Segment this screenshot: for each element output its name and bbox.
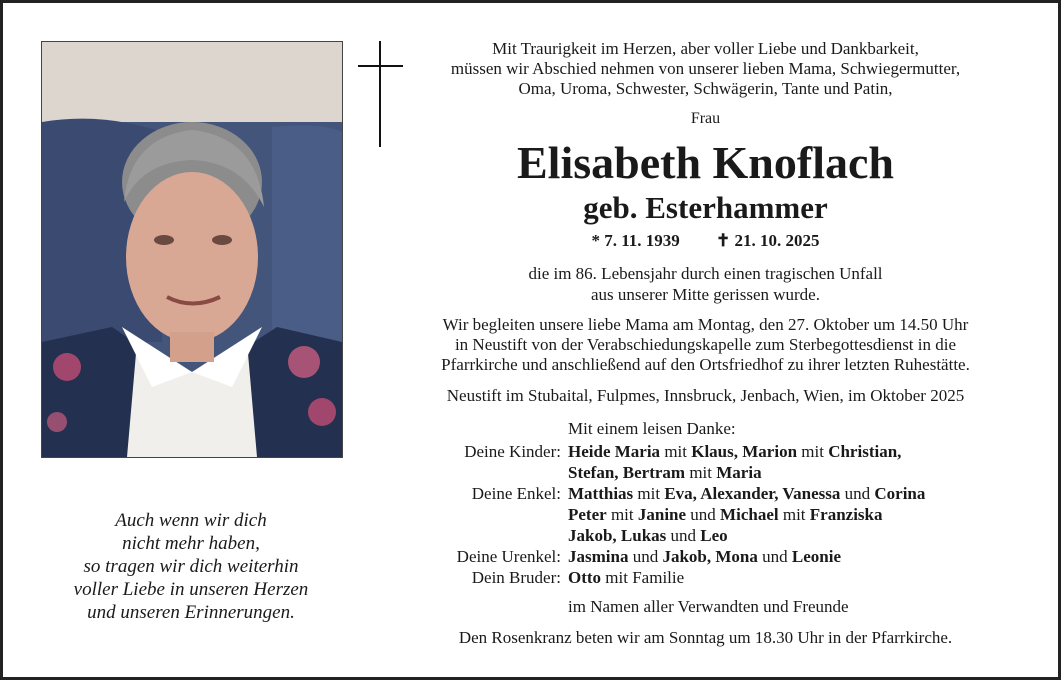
intro-text bbox=[408, 39, 1003, 99]
family-list bbox=[403, 441, 1008, 588]
poem-line: so tragen wir dich weiterhin bbox=[83, 556, 299, 577]
life-dates bbox=[408, 231, 1003, 251]
cause-text bbox=[408, 263, 1003, 305]
family-member-line bbox=[568, 504, 1008, 525]
family-connector: mit bbox=[778, 505, 810, 524]
closing-line: im Namen aller Verwandten und Freunde bbox=[568, 597, 849, 616]
family-members bbox=[568, 546, 1008, 567]
family-member-name: Corina bbox=[874, 484, 926, 503]
poem-line: voller Liebe in unseren Herzen bbox=[73, 579, 309, 600]
family-member-line bbox=[568, 462, 1008, 483]
family-member-name: Heide Maria bbox=[568, 442, 661, 461]
family-connector: mit bbox=[633, 484, 665, 503]
family-connector: mit bbox=[660, 442, 692, 461]
family-connector: mit bbox=[606, 505, 638, 524]
poem-line: und unseren Erinnerungen. bbox=[87, 602, 295, 623]
family-connector: mit Familie bbox=[601, 568, 685, 587]
deceased-name: Elisabeth Knoflach bbox=[516, 137, 894, 188]
family-member-name: Leo bbox=[700, 526, 728, 545]
intro-line: müssen wir Abschied nehmen von unserer lieben Mama, Schwiegermutter, bbox=[450, 59, 961, 78]
family-member-line bbox=[568, 441, 1008, 462]
salutation: Frau bbox=[690, 110, 721, 127]
place-date: Neustift im Stubaital, Fulpmes, Innsbruck, Jenbach, Wien, im Oktober 2025 bbox=[446, 386, 965, 405]
thanks-line: Mit einem leisen Danke: bbox=[568, 419, 736, 438]
death-date: ✝ 21. 10. 2025 bbox=[716, 231, 820, 250]
cause-line: aus unserer Mitte gerissen wurde. bbox=[591, 285, 820, 304]
family-member-name: Otto bbox=[568, 568, 602, 587]
rosary-notice: Den Rosenkranz beten wir am Sonntag um 18.30 Uhr in der Pfarrkirche. bbox=[458, 628, 953, 647]
family-group-children bbox=[403, 441, 1008, 483]
poem-line: Auch wenn wir dich bbox=[115, 510, 267, 531]
family-connector: und bbox=[628, 547, 663, 566]
service-line: in Neustift von der Verabschiedungskapelle zum Sterbegottesdienst in die bbox=[454, 335, 957, 354]
family-connector: und bbox=[686, 505, 721, 524]
family-member-name: Matthias bbox=[568, 484, 634, 503]
cross-symbol bbox=[355, 41, 405, 147]
family-member-name: Leonie bbox=[791, 547, 841, 566]
family-label: Deine Kinder: bbox=[464, 442, 561, 461]
family-member-line bbox=[568, 483, 1008, 504]
family-member-name: Peter bbox=[568, 505, 607, 524]
family-member-name: Klaus, Marion bbox=[691, 442, 798, 461]
family-label: Deine Urenkel: bbox=[456, 547, 561, 566]
family-members bbox=[568, 483, 1008, 546]
family-group-great-grandchildren bbox=[403, 546, 1008, 567]
family-connector: und bbox=[840, 484, 875, 503]
memorial-poem bbox=[41, 509, 341, 624]
family-member-name: Janine bbox=[637, 505, 687, 524]
family-connector: mit bbox=[797, 442, 829, 461]
birth-date: * 7. 11. 1939 bbox=[591, 231, 680, 250]
intro-line: Mit Traurigkeit im Herzen, aber voller Liebe und Dankbarkeit, bbox=[492, 39, 919, 58]
family-members bbox=[568, 567, 1008, 588]
family-group-grandchildren bbox=[403, 483, 1008, 546]
family-member-name: Franziska bbox=[809, 505, 883, 524]
intro-line: Oma, Uroma, Schwester, Schwägerin, Tante und Patin, bbox=[518, 79, 893, 98]
family-member-line bbox=[568, 525, 1008, 546]
birth-name: geb. Esterhammer bbox=[583, 190, 828, 225]
portrait-illustration bbox=[42, 42, 342, 457]
poem-line: nicht mehr haben, bbox=[122, 533, 260, 554]
family-member-line bbox=[568, 546, 1008, 567]
family-member-name: Maria bbox=[716, 463, 762, 482]
cause-line: die im 86. Lebensjahr durch einen tragischen Unfall bbox=[528, 264, 883, 283]
family-member-line bbox=[568, 567, 1008, 588]
family-connector: und bbox=[666, 526, 701, 545]
family-member-name: Jakob, Mona bbox=[662, 547, 758, 566]
family-connector: mit bbox=[685, 463, 717, 482]
family-member-name: Eva, Alexander, Vanessa bbox=[664, 484, 841, 503]
family-connector: und bbox=[757, 547, 792, 566]
family-member-name: Christian, bbox=[828, 442, 902, 461]
family-label: Dein Bruder: bbox=[471, 568, 561, 587]
service-line: Pfarrkirche und anschließend auf den Ortsfriedhof zu ihrer letzten Ruhestätte. bbox=[441, 355, 970, 374]
portrait-photo bbox=[41, 41, 343, 458]
service-line: Wir begleiten unsere liebe Mama am Montag, den 27. Oktober um 14.50 Uhr bbox=[442, 315, 969, 334]
family-member-name: Jakob, Lukas bbox=[568, 526, 667, 545]
family-group-brother bbox=[403, 567, 1008, 588]
family-member-name: Jasmina bbox=[568, 547, 629, 566]
service-text bbox=[393, 315, 1018, 375]
family-member-name: Michael bbox=[720, 505, 779, 524]
family-members bbox=[568, 441, 1008, 483]
family-member-name: Stefan, Bertram bbox=[568, 463, 686, 482]
family-label: Deine Enkel: bbox=[471, 484, 561, 503]
